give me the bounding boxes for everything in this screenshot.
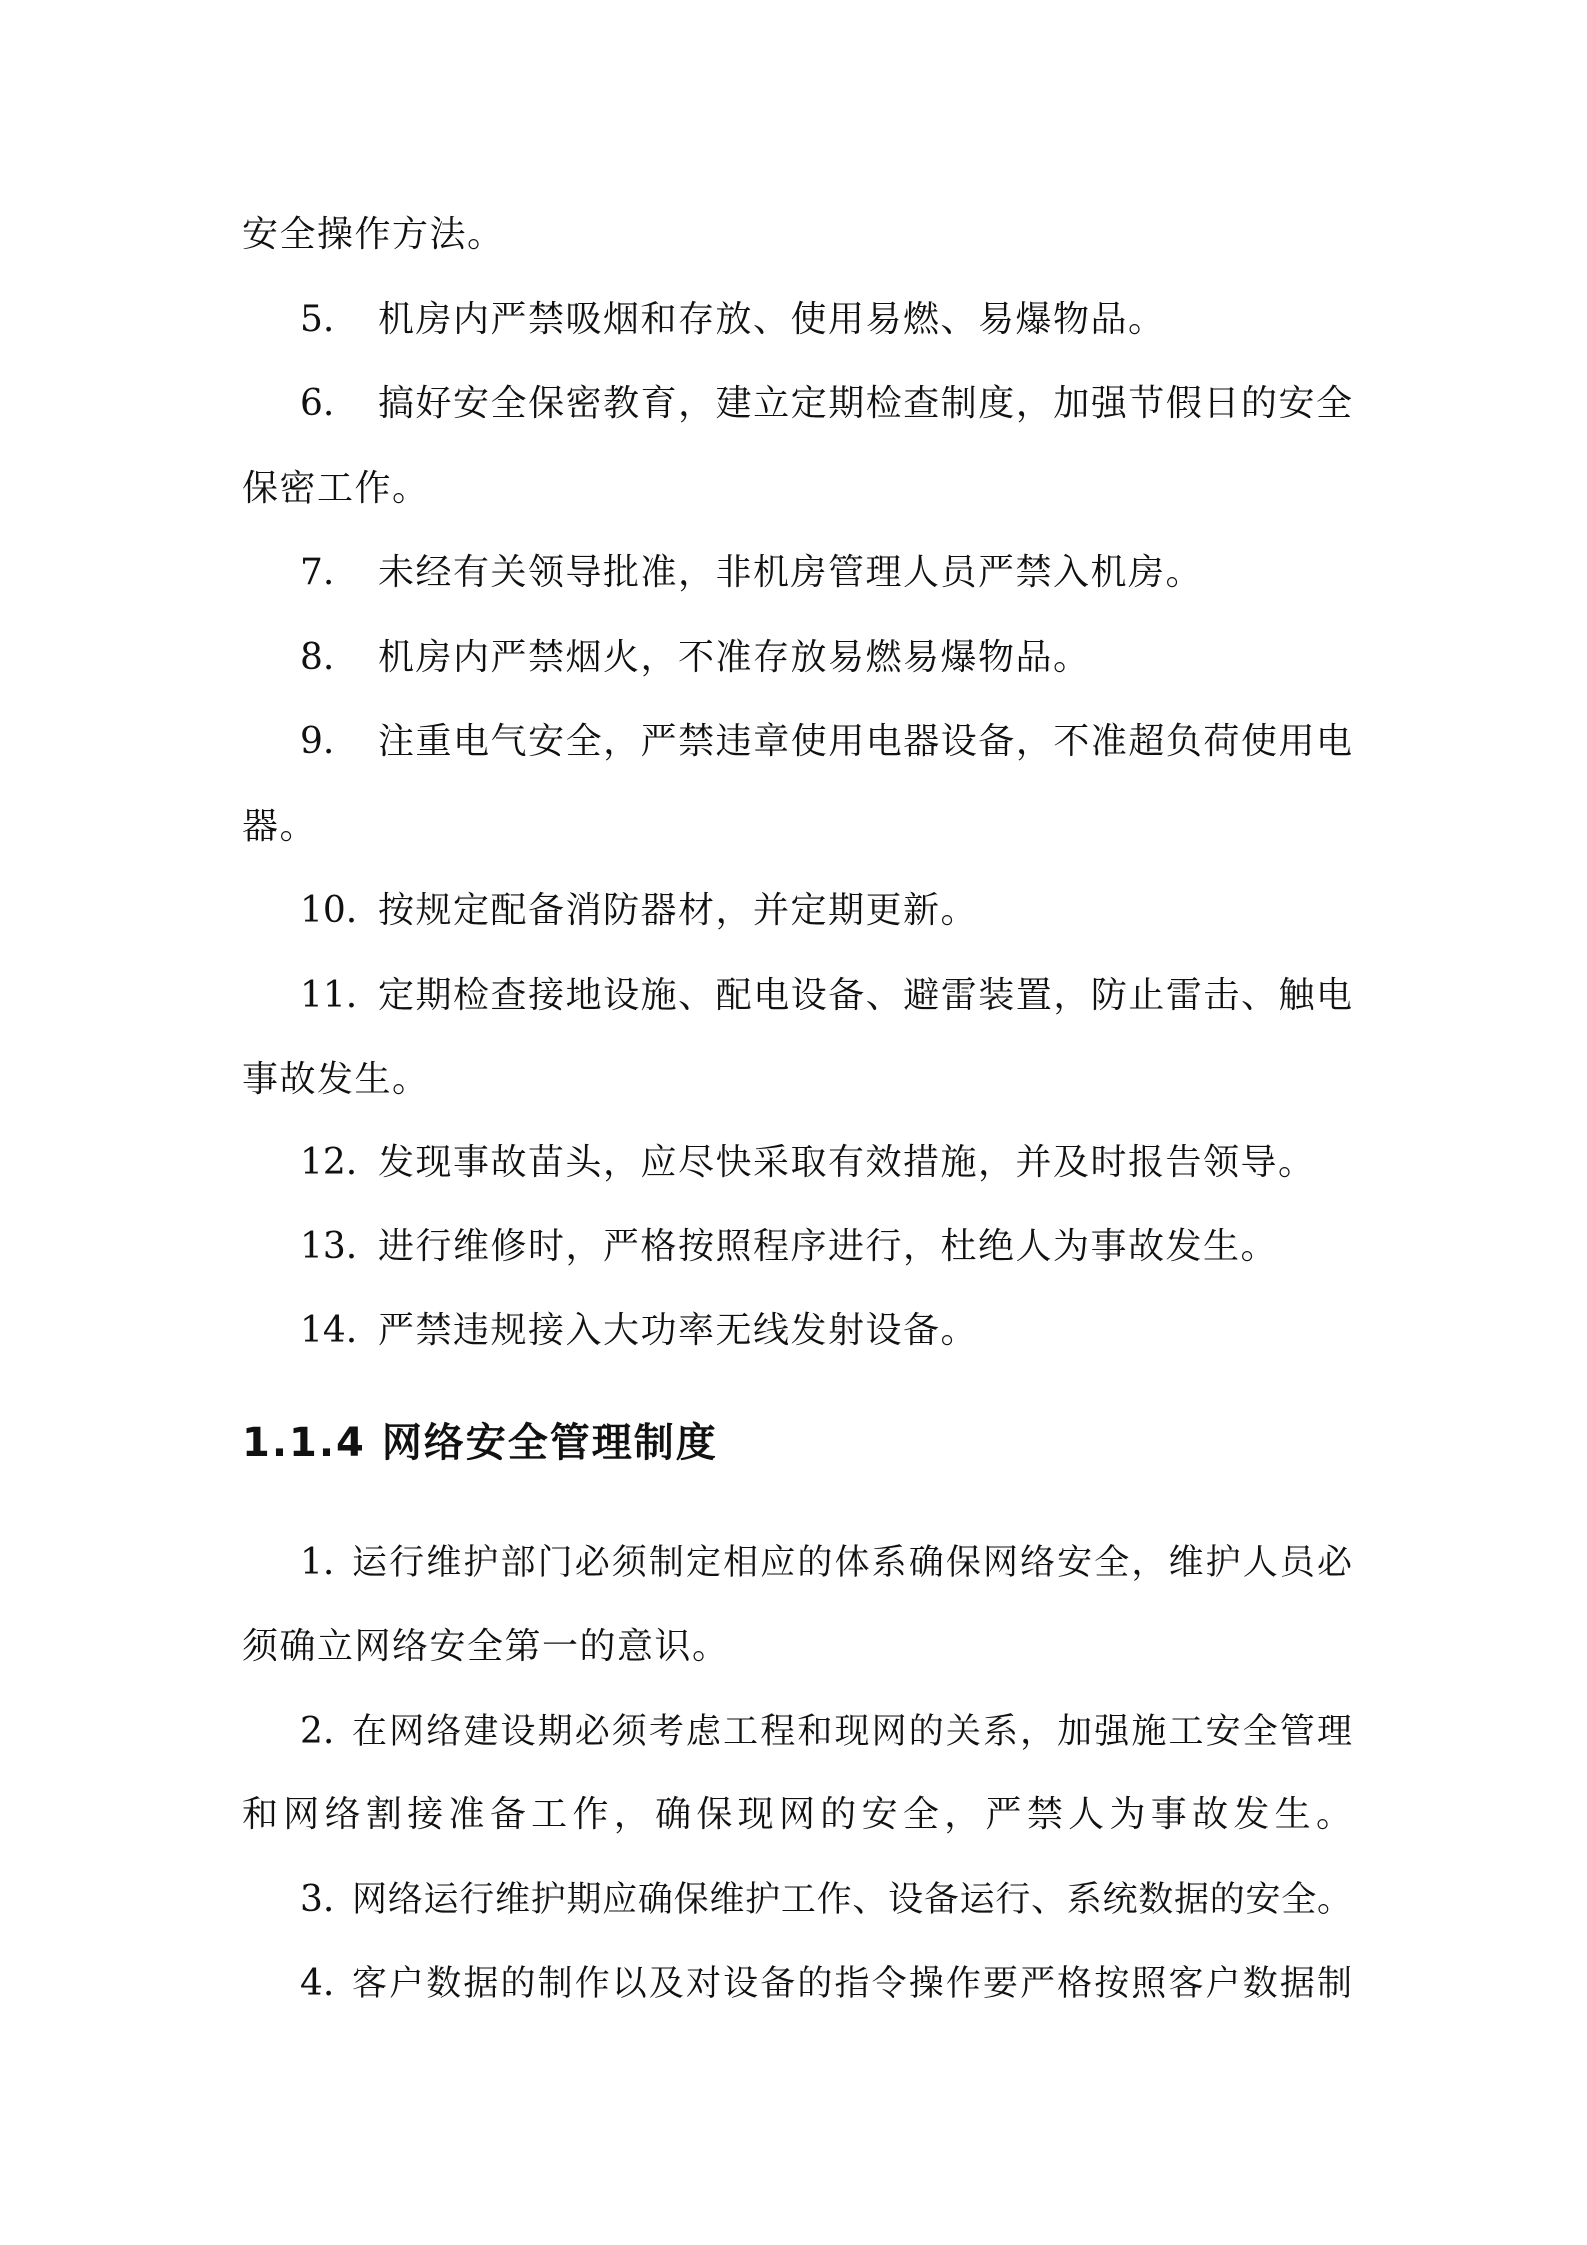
item-text: 在网络建设期必须考虑工程和现网的关系，加强施工安全管理 (352, 1712, 1352, 1752)
item-text: 和网络割接准备工作，确保现网的安全，严禁人为事故发生。 (242, 1794, 1352, 1835)
item-text: 严禁违规接入大功率无线发射设备。 (378, 1310, 979, 1351)
item-text: 未经有关领导批准，非机房管理人员严禁入机房。 (378, 552, 1204, 593)
item-text: 定期检查接地设施、配电设备、避雷装置，防止雷击、触电 (378, 975, 1352, 1016)
section-heading: 1.1.4 网络安全管理制度 (242, 1420, 718, 1466)
item-number: 6. (300, 383, 335, 424)
item-text: 须确立网络安全第一的意识。 (242, 1626, 730, 1667)
item-number: 8. (300, 637, 335, 678)
item-number: 2. (300, 1711, 335, 1752)
item-text: 保密工作。 (242, 468, 430, 509)
item-number: 9. (300, 721, 335, 762)
item-text: 网络运行维护期应确保维护工作、设备运行、系统数据的安全。 (352, 1880, 1352, 1920)
item-number: 1. (300, 1542, 335, 1583)
item-text: 按规定配备消防器材，并定期更新。 (378, 890, 979, 931)
item-number: 10. (300, 890, 358, 931)
item-text: 发现事故苗头，应尽快采取有效措施，并及时报告领导。 (378, 1142, 1316, 1183)
item-number: 14. (300, 1310, 358, 1351)
item-text: 事故发生。 (242, 1059, 430, 1100)
item-number: 7. (300, 552, 335, 593)
item-text: 注重电气安全，严禁违章使用电器设备，不准超负荷使用电 (378, 721, 1352, 762)
item-text: 运行维护部门必须制定相应的体系确保网络安全，维护人员必 (352, 1543, 1352, 1583)
item-text: 机房内严禁吸烟和存放、使用易燃、易爆物品。 (378, 299, 1166, 340)
item-text: 客户数据的制作以及对设备的指令操作要严格按照客户数据制 (352, 1964, 1352, 2004)
item-number: 12. (300, 1142, 358, 1183)
item-number: 11. (300, 975, 358, 1016)
item-number: 3. (300, 1879, 335, 1920)
paragraph-continuation: 安全操作方法。 (242, 214, 505, 255)
item-number: 4. (300, 1963, 335, 2004)
item-number: 13. (300, 1226, 358, 1267)
item-text: 搞好安全保密教育，建立定期检查制度，加强节假日的安全 (378, 383, 1352, 424)
item-text: 进行维修时，严格按照程序进行，杜绝人为事故发生。 (378, 1226, 1279, 1267)
item-text: 器。 (242, 806, 318, 847)
item-number: 5. (300, 299, 335, 340)
item-text: 机房内严禁烟火，不准存放易燃易爆物品。 (378, 637, 1091, 678)
